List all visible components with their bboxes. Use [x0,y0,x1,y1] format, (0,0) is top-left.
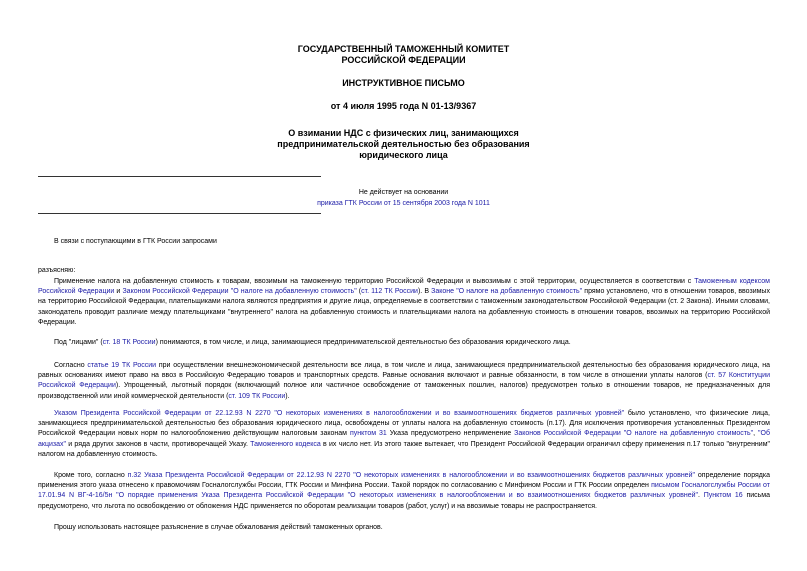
intro-text: В связи с поступающими в ГТК России запросами [54,238,217,245]
document-type: ИНСТРУКТИВНОЕ ПИСЬМО [342,78,465,88]
paragraph-1: Применение налога на добавленную стоимость к товарам, ввозимым на таможенную территорию Российской Федерации и вывозимым с этой территории, осуществляется в соответствии с Таможенным кодексом Российской Федерации и Законом Российской Федерации "О налоге на добавленную стоимость" (ст. 112 ТК России). В Законе "О налоге на добавленную стоимость" прямо установлено, что в отношении товаров, ввозимых на территорию Российской Федерации, плательщиками налога являются предприятия и другие лица, определяемые в соответствии с таможенным законодательством Российской Федерации (ст. 2 Закона). Иными словами, законодатель проводит различие между плательщиками "внутреннего" налога на добавленную стоимость и плательщиками налога на добавленную стоимость в отношении товаров, ввозимых на территорию Российской Федерации. [38,278,770,326]
org-name-line1: ГОСУДАРСТВЕННЫЙ ТАМОЖЕННЫЙ КОМИТЕТ [297,44,510,54]
tk-art-112-link[interactable]: ст. 112 ТК России [361,288,418,296]
decree-point-31-link[interactable]: пунктом 31 [349,430,387,438]
title-line1: О взимании НДС с физических лиц, занимающихся [288,128,519,138]
tax-service-letter-link[interactable]: письмом Госналогслужбы России от 17.01.94 N ВГ-4-16/5н "О порядке применения Указа Президента Российской Федерации "О некоторых изменениях в налогообложении и во взаимоотношениях бюджетов различных уровней" [38,482,770,500]
customs-code-link[interactable]: Таможенным кодексом Российской Федерации [38,278,770,296]
tk-art-19-link[interactable]: статье 19 ТК России [87,362,157,369]
title-line2: предпринимательской деятельностью без образования [277,139,530,149]
paragraph-5: Кроме того, согласно п.32 Указа Президента Российской Федерации от 22.12.93 N 2270 "О некоторых изменениях в налогообложении и во взаимоотношениях бюджетов различных уровней" определение порядка применения этого указа отнесено к правомочиям Госналогслужбы России, ГТК России и Минфина России. Такой порядок по согласованию с Минфином России и ГТК России определен письмом Госналогслужбы России от 17.01.94 N ВГ-4-16/5н "О порядке применения Указа Президента Российской Федерации "О некоторых изменениях в налогообложении и во взаимоотношениях бюджетов различных уровней". Пунктом 16 письма предусмотрено, что льгота по освобождению от обложения НДС применяется по оборотам реализации товаров (работ, услуг) и на ввозимые товары не распространяется. [38,472,771,510]
vat-law-link-2[interactable]: Законе "О налоге на добавленную стоимость" [431,288,583,296]
excise-law-link[interactable]: "Об акцизах" [38,430,770,448]
vat-law-link[interactable]: Законом Российской Федерации "О налоге на добавленную стоимость" [122,288,357,296]
tk-art-18-link[interactable]: ст. 18 ТК России [102,339,156,346]
letter-point-16-link[interactable]: Пунктом 16 [703,492,743,500]
org-name-line2: РОССИЙСКОЙ ФЕДЕРАЦИИ [341,55,466,65]
repeal-order-link[interactable]: приказа ГТК России от 15 сентября 2003 года N 1011 [317,200,490,207]
paragraph-3: Согласно статье 19 ТК России при осуществлении внешнеэкономической деятельности все лица, в том числе и лица, занимающиеся предпринимательской деятельностью без образования юридического лица, на равных основаниях имеют право на ввоз в Российскую Федерацию товаров и транспортных средств. Равные основания включают и равные обязанности, в том числе в отношении уплаты налогов (ст. 57 Конституции Российской Федерации). Упрощенный, льготный порядок (включающий полное или частичное освобождение от таможенных пошлин, налогов) предусмотрен только в отношении товаров, не предназначенных для производственной или иной коммерческой деятельности (ст. 109 ТК России). [38,362,770,400]
title-line3: юридического лица [359,150,448,160]
clarify-text: разъясняю: [38,267,76,274]
status-notice: Не действует на основании [358,189,449,196]
constitution-art-57-link[interactable]: ст. 57 Конституции Российской Федерации [38,372,770,390]
customs-code-link-2[interactable]: Таможенного кодекса [250,440,321,448]
closing-text: Прошу использовать настоящее разъяснение в случае обжалования действий таможенных органов. [54,524,383,531]
status-notice-link-line [0,199,807,209]
bottom-divider [38,213,321,214]
vat-laws-link[interactable]: Законов Российской Федерации "О налоге на добавленную стоимость" [514,430,754,438]
paragraph-2: Под "лицами" (ст. 18 ТК России) понимаются, в том числе, и лица, занимающиеся предпринимательской деятельностью без образования юридического лица. [54,339,571,346]
decree-2270-link[interactable]: Указом Президента Российской Федерации от 22.12.93 N 2270 "О некоторых изменениях в налогообложении и во взаимоотношениях бюджетов различных уровней" [54,410,625,417]
document-date: от 4 июля 1995 года N 01-13/9367 [330,101,477,111]
paragraph-4: Указом Президента Российской Федерации от 22.12.93 N 2270 "О некоторых изменениях в налогообложении и во взаимоотношениях бюджетов различных уровней" было установлено, что физические лица, занимающиеся предпринимательской деятельностью без образования юридического лица, освобождены от уплаты налога на добавленную стоимость (п.17). Для исключения противоречия установленных Президентом Российской Федерации новых норм по налогообложению действующим налоговым законам пунктом 31 Указа предусмотрено неприменение Законов Российской Федерации "О налоге на добавленную стоимость", "Об акцизах" и ряда других законов в части, противоречащей Указу. Таможенного кодекса в их число нет. Из этого также вытекает, что Президент Российской Федерации ограничил сферу применения п.17 только "внутренним" налогом на добавленную стоимость. [38,410,771,458]
decree-point-32-link[interactable]: п.32 Указа Президента Российской Федерации от 22.12.93 N 2270 "О некоторых изменениях в налогообложении и во взаимоотношениях бюджетов различных уровней" [127,472,695,479]
top-divider [38,176,321,177]
tk-art-109-link[interactable]: ст. 109 ТК России [228,392,286,400]
